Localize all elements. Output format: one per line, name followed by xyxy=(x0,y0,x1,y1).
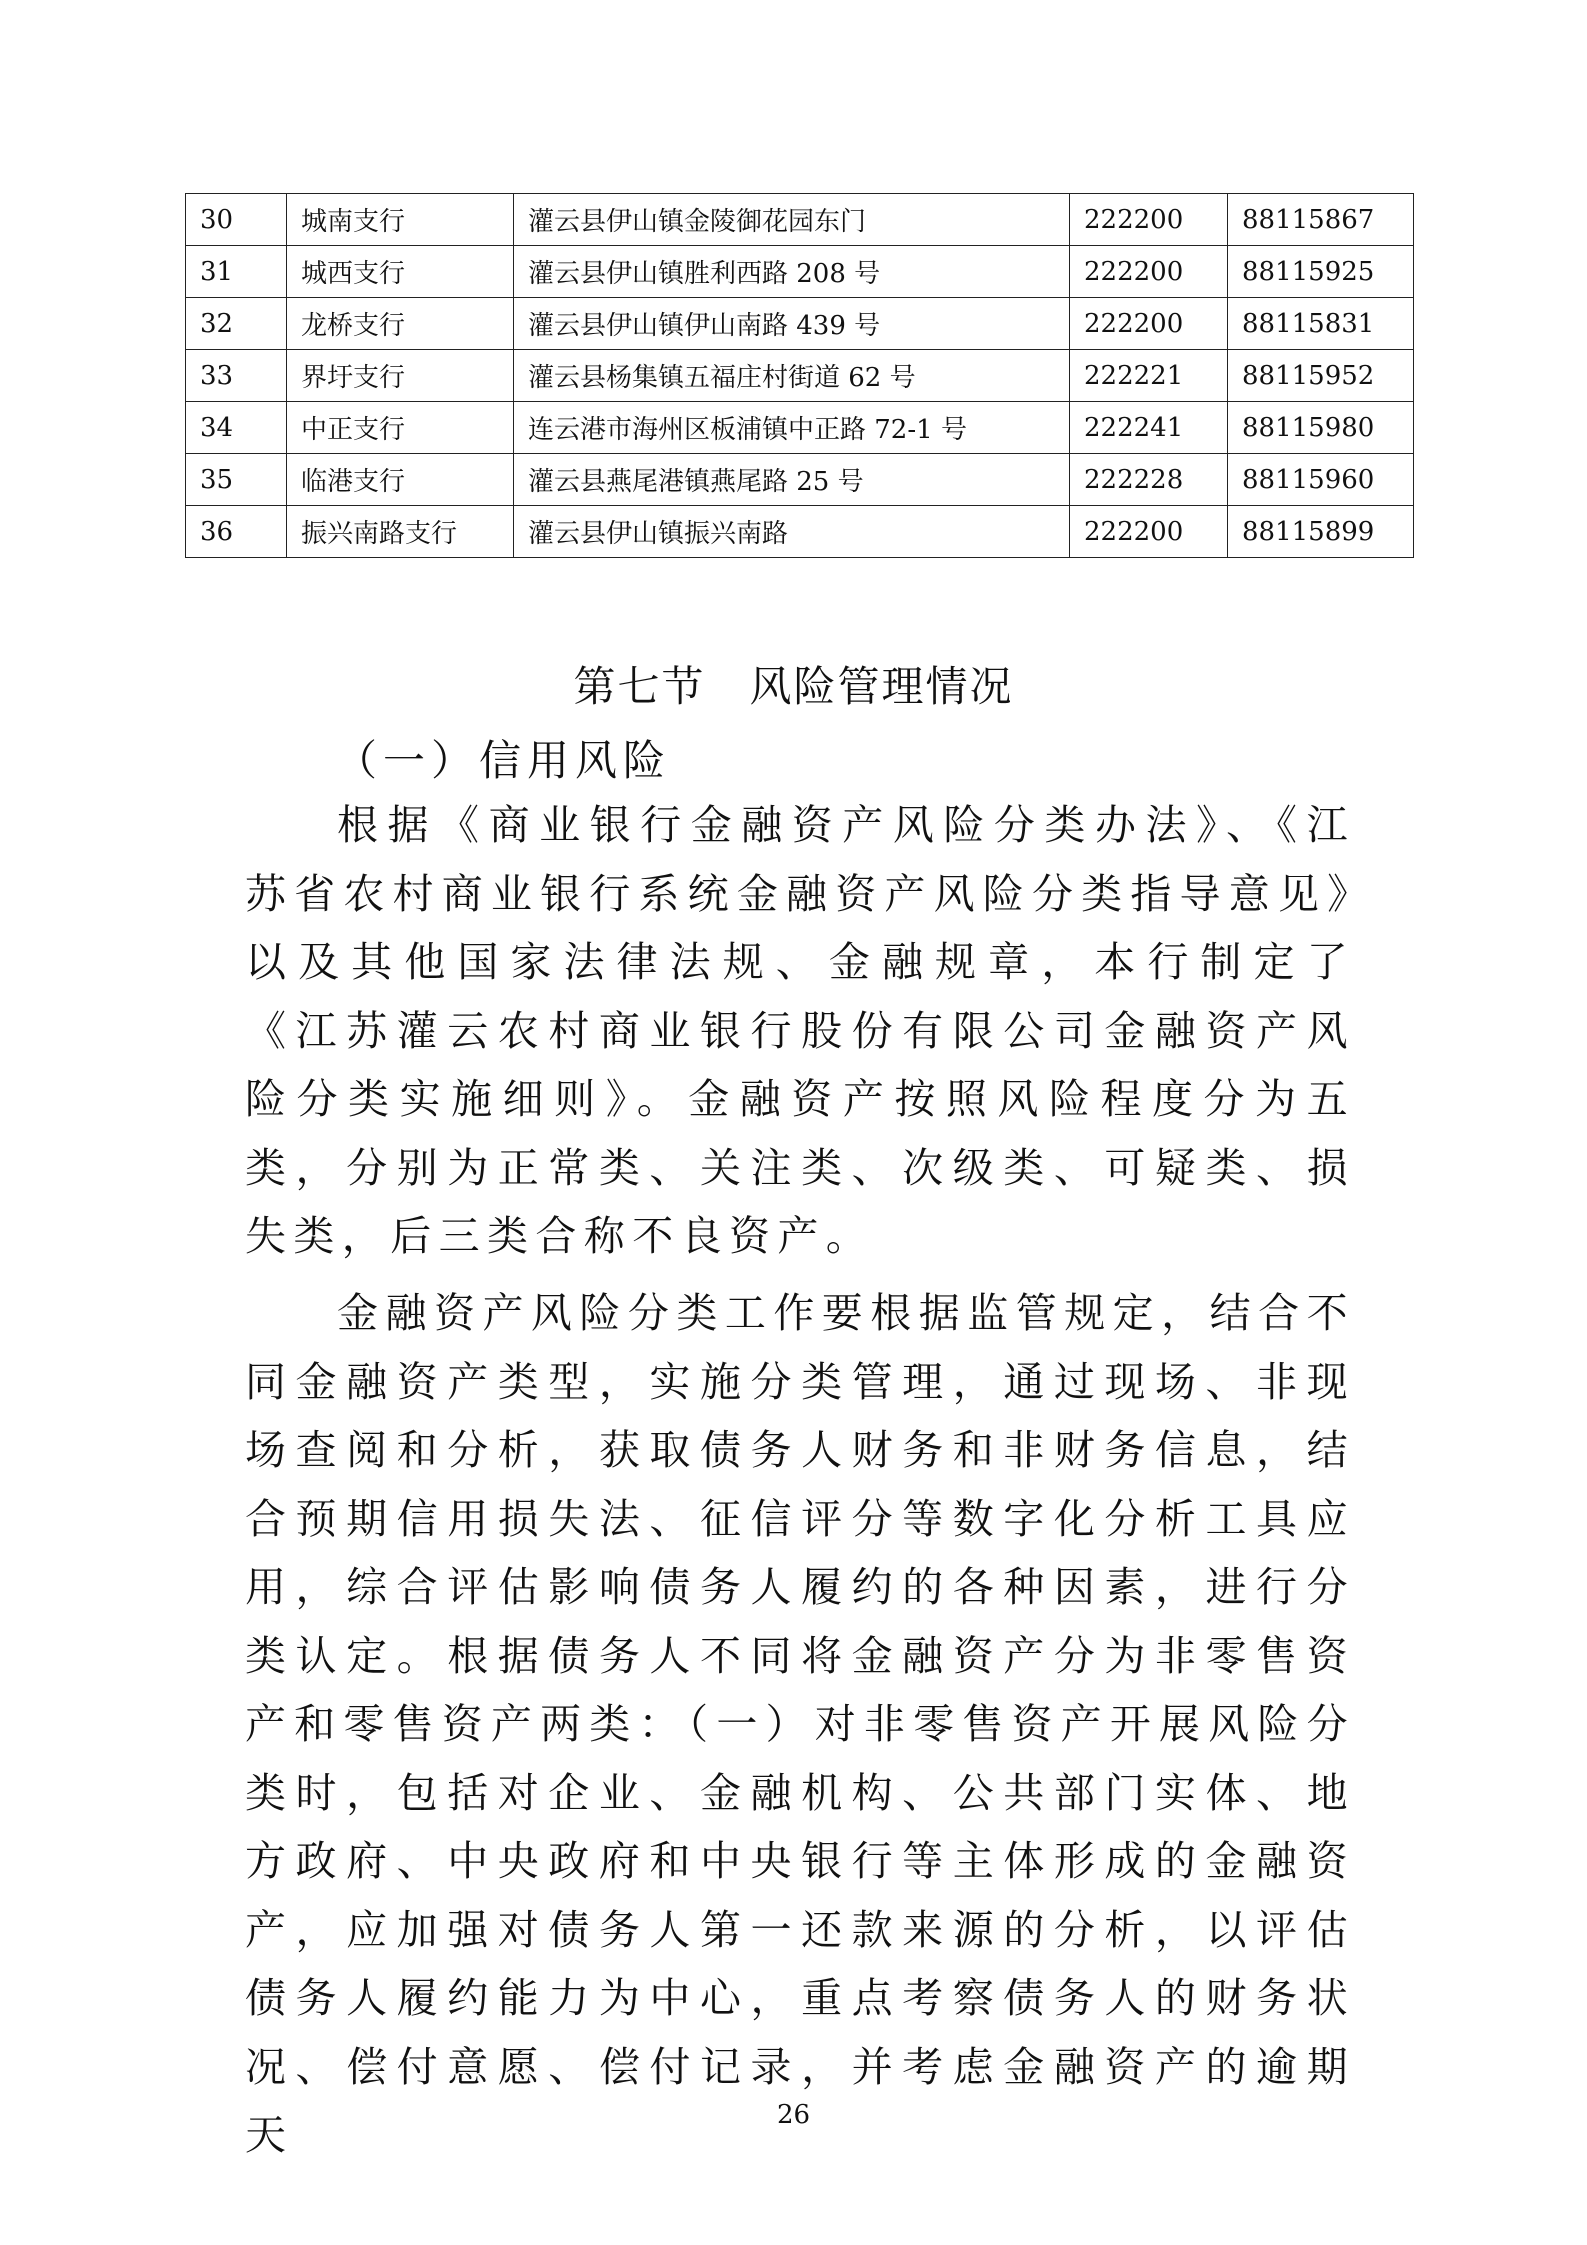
table-row xyxy=(186,506,1414,558)
section-title: 第七节 风险管理情况 xyxy=(573,662,1014,711)
branch-phone: 88115831 xyxy=(1228,298,1414,350)
branch-postcode: 222200 xyxy=(1070,246,1228,298)
branch-address: 连云港市海州区板浦镇中正路 72-1 号 xyxy=(514,402,1070,454)
branch-name: 城西支行 xyxy=(287,246,514,298)
branch-postcode: 222221 xyxy=(1070,350,1228,402)
branch-phone: 88115867 xyxy=(1228,194,1414,246)
branch-address: 灌云县伊山镇振兴南路 xyxy=(514,506,1070,558)
branch-postcode: 222200 xyxy=(1070,298,1228,350)
row-number: 30 xyxy=(186,194,287,246)
row-number: 36 xyxy=(186,506,287,558)
row-number: 35 xyxy=(186,454,287,506)
branch-address: 灌云县燕尾港镇燕尾路 25 号 xyxy=(514,454,1070,506)
table-row xyxy=(186,246,1414,298)
branch-address: 灌云县杨集镇五福庄村街道 62 号 xyxy=(514,350,1070,402)
branch-name: 振兴南路支行 xyxy=(287,506,514,558)
page-number: 26 xyxy=(776,2100,811,2130)
table-row xyxy=(186,194,1414,246)
body-paragraph: 根据《商业银行金融资产风险分类办法》、《江苏省农村商业银行系统金融资产风险分类指导意见》以及其他国家法律法规、金融规章，本行制定了《江苏灌云农村商业银行股份有限公司金融资产风险分类实施细则》。金融资产按照风险程度分为五类，分别为正常类、关注类、次级类、可疑类、损失类，后三类合称不良资产。 xyxy=(245,801,1355,1260)
branch-postcode: 222200 xyxy=(1070,506,1228,558)
branch-phone: 88115980 xyxy=(1228,402,1414,454)
table-row xyxy=(186,350,1414,402)
branch-name: 界圩支行 xyxy=(287,350,514,402)
body-paragraph: 金融资产风险分类工作要根据监管规定，结合不同金融资产类型，实施分类管理，通过现场、非现场查阅和分析，获取债务人财务和非财务信息，结合预期信用损失法、征信评分等数字化分析工具应用，综合评估影响债务人履约的各种因素，进行分类认定。根据债务人不同将金融资产分为非零售资产和零售资产两类：（一）对非零售资产开展风险分类时，包括对企业、金融机构、公共部门实体、地方政府、中央政府和中央银行等主体形成的金融资产，应加强对债务人第一还款来源的分析，以评估债务人履约能力为中心，重点考察债务人的财务状况、偿付意愿、偿付记录，并考虑金融资产的逾期天 xyxy=(245,1289,1355,2159)
branch-address: 灌云县伊山镇伊山南路 439 号 xyxy=(514,298,1070,350)
branch-phone: 88115925 xyxy=(1228,246,1414,298)
row-number: 31 xyxy=(186,246,287,298)
branch-phone: 88115952 xyxy=(1228,350,1414,402)
branch-address: 灌云县伊山镇胜利西路 208 号 xyxy=(514,246,1070,298)
row-number: 34 xyxy=(186,402,287,454)
branch-postcode: 222200 xyxy=(1070,194,1228,246)
table-row xyxy=(186,454,1414,506)
branch-name: 城南支行 xyxy=(287,194,514,246)
subsection-title: （一）信用风险 xyxy=(335,736,672,785)
branch-postcode: 222228 xyxy=(1070,454,1228,506)
branch-phone: 88115960 xyxy=(1228,454,1414,506)
table-row xyxy=(186,402,1414,454)
row-number: 33 xyxy=(186,350,287,402)
branch-phone: 88115899 xyxy=(1228,506,1414,558)
row-number: 32 xyxy=(186,298,287,350)
branch-name: 中正支行 xyxy=(287,402,514,454)
branch-name: 临港支行 xyxy=(287,454,514,506)
branch-postcode: 222241 xyxy=(1070,402,1228,454)
table-row xyxy=(186,298,1414,350)
branch-address: 灌云县伊山镇金陵御花园东门 xyxy=(514,194,1070,246)
branch-table xyxy=(185,193,1414,558)
branch-name: 龙桥支行 xyxy=(287,298,514,350)
